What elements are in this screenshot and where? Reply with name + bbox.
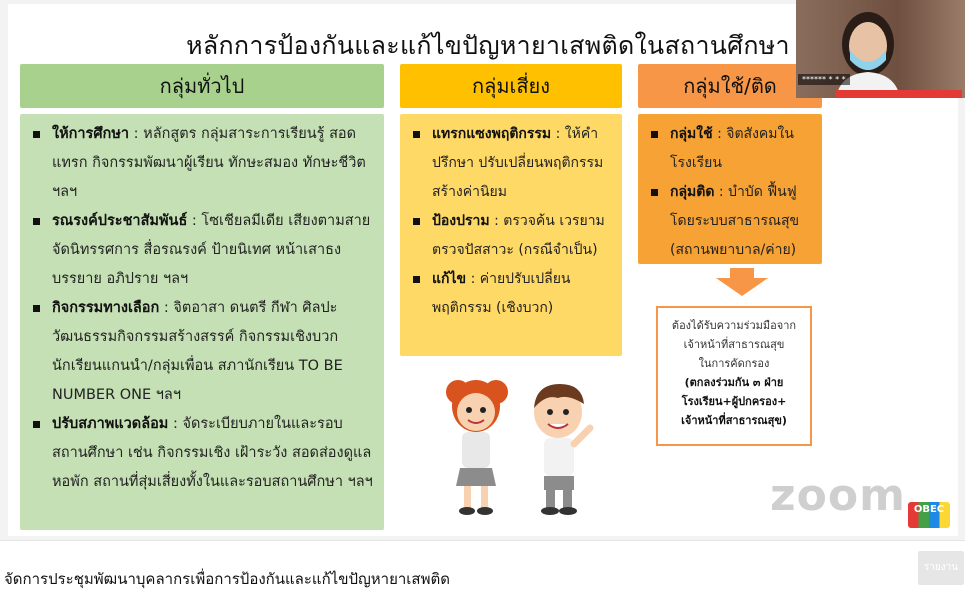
participant-name-label: ****** * * * [798, 74, 850, 85]
list-item: ปรับสภาพแวดล้อม : จัดระเบียบภายในและรอบสถานศึกษา เช่น กิจกรรมเชิง เฝ้าระวัง สอดส่องดูแล หอพัก สถานที่สุ่มเสี่ยงทั้งในและรอบสถานศึกษา ฯลฯ [30, 410, 376, 497]
webcam-red-bar [836, 90, 962, 98]
list-item: ป้องปราม : ตรวจค้น เวรยาม ตรวจปัสสาวะ (กรณีจำเป็น) [410, 207, 614, 265]
list-item: กิจกรรมทางเลือก : จิตอาสา ดนตรี กีฬา ศิลปะ วัฒนธรรมกิจกรรมสร้างสรรค์ กิจกรรมเชิงบวก นักเรียนแกนนำ/กลุ่มเพื่อน สภานักเรียน TO BE NUMBER ONE ฯลฯ [30, 294, 376, 410]
list-item: กลุ่มติด : บำบัด ฟื้นฟู โดยระบบสาธารณสุข (สถานพยาบาล/ค่าย) [648, 178, 814, 265]
obec-logo: OBEC [908, 502, 950, 528]
zoom-watermark: zoom [770, 470, 906, 521]
list-item: แทรกแซงพฤติกรรม : ให้คำปรึกษา ปรับเปลี่ยนพฤติกรรม สร้างค่านิยม [410, 120, 614, 207]
user-group-header: กลุ่มใช้/ติด [638, 64, 822, 108]
list-item: กลุ่มใช้ : จิตสังคมในโรงเรียน [648, 120, 814, 178]
user-group-box [638, 114, 822, 264]
general-group-header: กลุ่มทั่วไป [20, 64, 384, 108]
caption-bar [0, 540, 965, 595]
report-button[interactable]: รายงาน [918, 551, 964, 585]
list-item: รณรงค์ประชาสัมพันธ์ : โซเชียลมีเดีย เสียงตามสาย จัดนิทรรศการ สื่อรณรงค์ ป้ายนิเทศ หน้าเสาธง บรรยาย อภิปราย ฯลฯ [30, 207, 376, 294]
webcam-thumbnail[interactable] [796, 0, 965, 98]
list-item: ให้การศึกษา : หลักสูตร กลุ่มสาระการเรียนรู้ สอดแทรก กิจกรรมพัฒนาผู้เรียน ทักษะสมอง ทักษะชีวิต ฯลฯ [30, 120, 376, 207]
general-group-box [20, 114, 384, 530]
video-caption: จัดการประชุมพัฒนาบุคลากรเพื่อการป้องกันและแก้ไขปัญหายาเสพติด [4, 570, 450, 588]
risk-group-header: กลุ่มเสี่ยง [400, 64, 622, 108]
cooperation-note: ต้องได้รับความร่วมมือจาก เจ้าหน้าที่สาธารณสุข ในการคัดกรอง (ตกลงร่วมกัน ๓ ฝ่าย โรงเรียน+ผู้ปกครอง+ เจ้าหน้าที่สาธารณสุข) [656, 306, 812, 446]
slide-title: หลักการป้องกันและแก้ไขปัญหายาเสพติดในสถานศึกษา [186, 31, 790, 60]
cartoon-kids-illustration [418, 372, 618, 522]
down-arrow-icon [730, 268, 754, 278]
list-item: แก้ไข : ค่ายปรับเปลี่ยนพฤติกรรม (เชิงบวก) [410, 265, 614, 323]
girl-illustration [446, 380, 508, 515]
boy-illustration [534, 384, 590, 515]
risk-group-box [400, 114, 622, 356]
down-arrow-head-icon [716, 278, 768, 296]
